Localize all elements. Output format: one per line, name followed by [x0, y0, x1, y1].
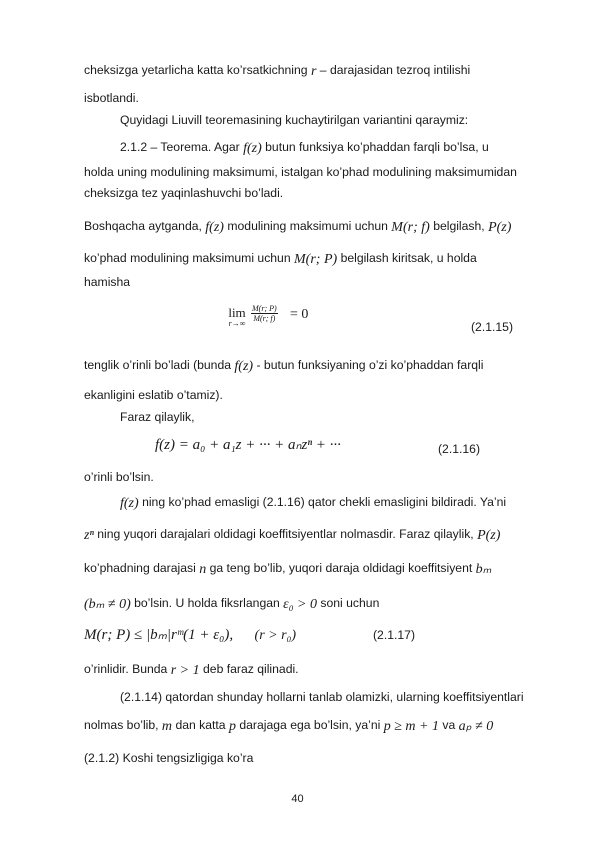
text-run: nolmas bo’lib, [84, 718, 159, 732]
paragraph-line [84, 527, 500, 543]
math-ap-nonzero: aₚ ≠ 0 [458, 719, 494, 734]
text-run: isbotlandi. [84, 91, 139, 105]
fraction-denominator: M(r; f) [253, 314, 276, 323]
math-z-power-n: zⁿ [84, 528, 94, 543]
equation-number: (2.1.15) [471, 320, 514, 334]
paragraph-line [84, 751, 253, 765]
text-run: – darajasidan tezroq intilishi [319, 63, 471, 77]
inequality-equation [84, 627, 296, 643]
math-M-r-f: M(r; f) [391, 220, 430, 235]
text-run: o’rinli bo’lsin. [84, 470, 154, 484]
text-run: ning ko’phad emasligi (2.1.16) qator chekli emasligini bildiradi. Ya’ni [142, 495, 507, 509]
lim-operator: lim [228, 305, 246, 320]
paragraph-line [84, 388, 223, 402]
text-run: soni uchun [320, 596, 380, 610]
series-equation [155, 437, 341, 452]
text-run: tenglik o’rinli bo’ladi (bunda [84, 358, 232, 372]
math-fz: f(z) [234, 359, 254, 374]
paragraph-line [84, 662, 299, 678]
text-run: belgilash kiritsak, u holda [340, 251, 477, 265]
paragraph-line [84, 91, 139, 105]
paragraph-line [120, 410, 195, 424]
text-run: ko’phadning darajasi [84, 561, 196, 575]
math-M-r-P: M(r; P) [294, 252, 338, 267]
text-run: va [442, 718, 456, 732]
page-number: 40 [291, 793, 304, 805]
text-run: dan katta [175, 718, 226, 732]
lim-subscript: r→∞ [228, 319, 246, 328]
paragraph-line [84, 63, 470, 79]
text-run: bo’lsin. U holda fiksrlangan [134, 596, 280, 610]
text-run: Boshqacha aytganda, [84, 219, 202, 233]
text-run: Quyidagi Liuvill teoremasining kuchaytirilgan variantini qaraymiz: [120, 113, 469, 127]
fraction-numerator: M(r; P) [252, 304, 277, 313]
text-run: cheksizga tez yaqinlashuvchi bo’ladi. [84, 186, 284, 200]
text-run: o’rinlidir. Bunda [84, 662, 168, 676]
text-run: darajaga ega bo’lsin, ya’ni [239, 718, 381, 732]
text-run: cheksizga yetarlicha katta ko’rsatkichning [84, 63, 308, 77]
text-run: ko’phad modulining maksimumi uchun [84, 251, 291, 265]
paragraph-line [120, 690, 524, 704]
text-run: (2.1.2) Koshi tengsizligiga ko’ra [84, 751, 254, 765]
text-run: modulining maksimumi uchun [227, 219, 388, 233]
text-run: holda uning modulining maksimumi, istalgan ko’phad modulining maksimumidan [84, 165, 517, 179]
limit-equation [224, 303, 324, 335]
text-run: (2.1.14) qatordan shunday hollarni tanlab olamizki, ularning koeffitsiyentlari [120, 690, 524, 704]
math-fz: f(z) [120, 496, 139, 511]
math-b-m: bₘ [475, 562, 492, 577]
paragraph-line [120, 113, 468, 127]
text-run: - butun funksiyaning o’zi ko’phaddan farqli [256, 358, 484, 372]
inequality-expression: M(r; P) ≤ |bₘ|rᵐ(1 + ε₀), [84, 627, 234, 643]
paragraph-line [84, 358, 483, 374]
math-Pz: P(z) [477, 528, 501, 543]
math-p-geq-m-plus-1: p ≥ m + 1 [383, 719, 439, 734]
text-run: ning yuqori darajalari oldidagi koeffitsiyentlar nolmasdir. Faraz qilaylik, [97, 527, 474, 541]
math-n: n [199, 562, 207, 577]
math-p: p [228, 719, 236, 734]
text-run: deb faraz qilinadi. [203, 662, 299, 676]
text-run: belgilash, [433, 219, 485, 233]
paragraph-line [84, 470, 154, 484]
limit-fraction [251, 304, 278, 323]
paragraph-line [84, 186, 283, 200]
paragraph-line [84, 596, 379, 612]
power-series-expression: f(z) = a₀ + a₁z + ··· + aₙzⁿ + ··· [155, 437, 341, 453]
text-run: Faraz qilaylik, [120, 410, 195, 424]
paragraph-line [84, 718, 493, 734]
inequality-condition: (r > r₀) [254, 628, 297, 643]
math-fz: f(z) [243, 141, 262, 156]
paragraph-line [84, 561, 491, 577]
equation-number: (2.1.17) [373, 628, 416, 642]
math-bm-nonzero: (bₘ ≠ 0) [84, 597, 131, 612]
equation-number: (2.1.16) [438, 442, 481, 456]
theorem-heading-line [120, 140, 489, 156]
paragraph-line [84, 165, 517, 179]
text-run: butun funksiya ko’phaddan farqli bo’lsa, u [265, 140, 489, 154]
paragraph-line [84, 219, 511, 235]
text-run: ga teng bo’lib, yuqori daraja oldidagi koeffitsiyent [209, 561, 473, 575]
paragraph-line [120, 495, 506, 511]
math-m: m [161, 719, 173, 734]
math-fz: f(z) [205, 220, 224, 235]
equation-rhs: = 0 [290, 307, 309, 322]
text-run: ekanligini eslatib o’tamiz). [84, 388, 223, 402]
text-run: hamisha [84, 275, 131, 289]
paragraph-line [84, 251, 477, 267]
math-epsilon0-positive: ε₀ > 0 [283, 597, 318, 612]
math-Pz: P(z) [488, 220, 512, 235]
paragraph-line [84, 275, 130, 289]
math-symbol-r: r [310, 64, 317, 79]
theorem-label: 2.1.2 – Teorema. Agar [120, 140, 240, 154]
math-r-greater-1: r > 1 [170, 663, 200, 678]
